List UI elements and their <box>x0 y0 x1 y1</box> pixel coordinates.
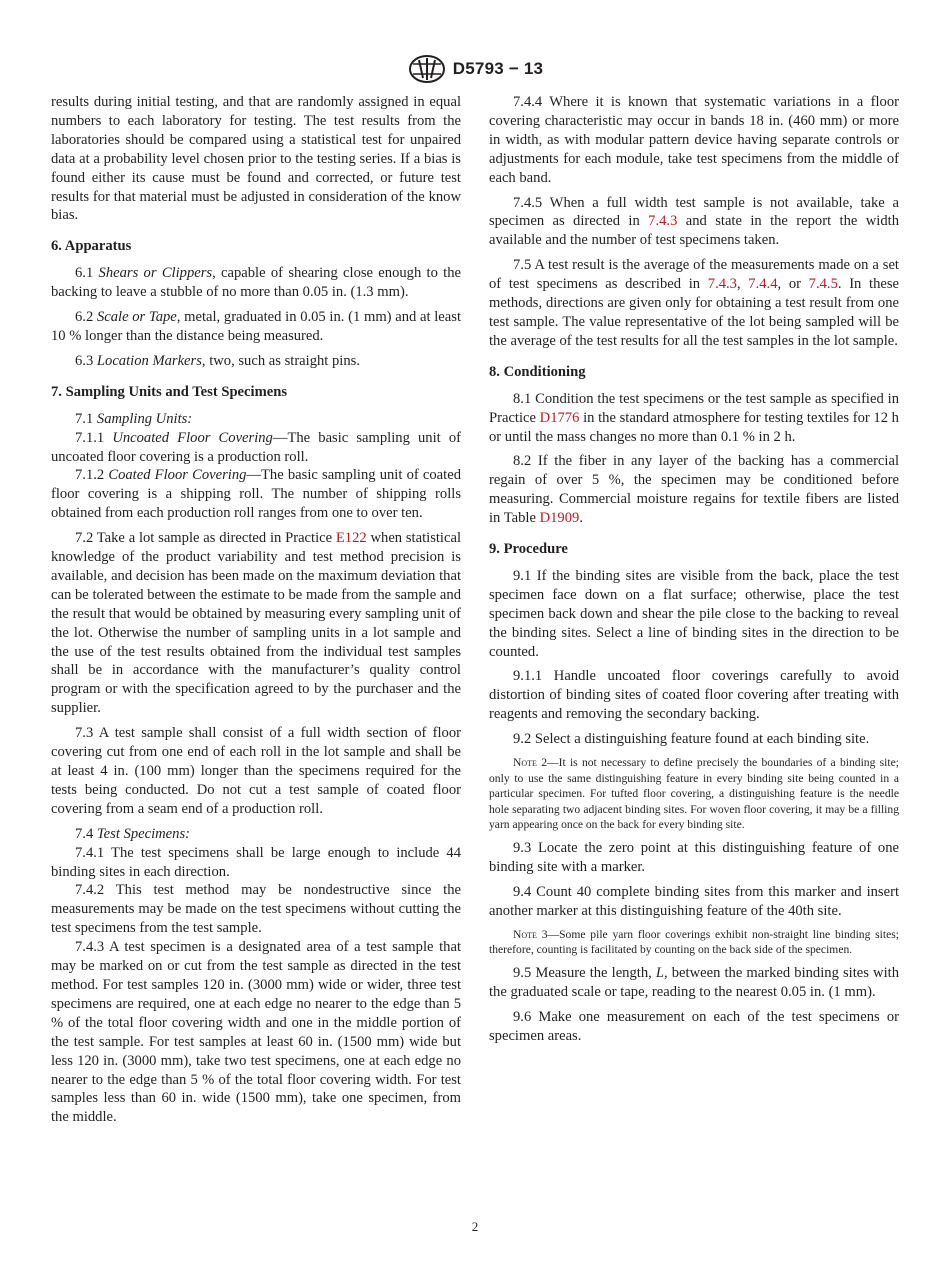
clause-term: Test Specimens: <box>96 825 190 842</box>
section-heading-procedure: 9. Procedure <box>489 541 568 558</box>
note-text: 3—Some pile yarn floor coverings exhibit non-straight line binding sites; therefore, counting is facilitated by counting on the back side of the specimen. <box>489 927 899 957</box>
note-text: 2—It is not necessary to define precisely the boundaries of a binding site; only to use the same distinguishing feature in every binding site being counted in a particular specimen. For tufted floor covering, a distinguishing feature is the needle hole separating two adjacent binding sites. For woven floor covering, it may be a filling yarn appearing once on the back for every binding site. <box>489 756 899 832</box>
section-heading-apparatus: 6. Apparatus <box>51 238 132 255</box>
right-column <box>489 93 899 1046</box>
paragraph-7-4-4: 7.4.4 Where it is known that systematic variations in a floor covering characteristic may occur in bands 18 in. (460 mm) or more in width, as with modular pattern device having separate controls or adjustments for each module, take test specimens from the middle of each band. <box>489 94 899 186</box>
note-label: Note <box>513 756 537 770</box>
note-3 <box>489 927 899 958</box>
paragraph-9-5: 9.5 Measure the length, L, between the marked binding sites with the graduated scale or tape, reading to the nearest 0.05 in. (1 mm). <box>489 964 899 1000</box>
clause-term: Location Markers, <box>96 352 206 369</box>
link-7-4-4[interactable]: 7.4.4 <box>748 276 778 293</box>
paragraph-9-4: 9.4 Count 40 complete binding sites from this marker and insert another marker at this distinguishing feature of the 40th site. <box>489 883 899 919</box>
paragraph-6-1 <box>51 264 461 302</box>
clause-text: capable of shearing close enough to the backing to leave a stubble of no more than 0.05 in. (1.3 mm). <box>51 265 462 301</box>
clause-number: 7.1.2 <box>75 467 105 484</box>
paragraph-7-3: 7.3 A test sample shall consist of a full width section of floor covering cut from one end of each roll in the lot sample and shall be at least 4 in. (100 mm) longer than the specimens required for the tests being conducted. Do not cut a test sample of coated floor covering from a seam end of a production roll. <box>51 725 461 817</box>
clause-text: metal, graduated in 0.05 in. (1 mm) and at least 10 % longer than the distance being measured. <box>51 309 461 344</box>
paragraph-9-6: 9.6 Make one measurement on each of the test specimens or specimen areas. <box>489 1008 899 1044</box>
link-d1909[interactable]: D1909 <box>539 510 580 527</box>
left-column <box>51 93 461 1127</box>
paragraph-8-2: 8.2 If the fiber in any layer of the backing has a commercial regain of over 5 %, the specimen may be conditioned before measuring. Commercial moisture regains for textile fibers are listed in Table D1909. <box>489 453 899 527</box>
paragraph-6-3 <box>51 352 461 371</box>
clause-term: Uncoated Floor Covering <box>112 429 273 446</box>
clause-text: —The basic sampling unit of coated floor covering is a shipping roll. The number of shipping rolls obtained from each production roll ranges from one to over ten. <box>51 467 461 522</box>
section-heading-conditioning: 8. Conditioning <box>489 363 586 380</box>
astm-logo-icon <box>407 54 447 84</box>
page-header <box>0 52 950 86</box>
paragraph-7-4-1: 7.4.1 The test specimens shall be large enough to include 44 binding sites in each direction. <box>51 844 461 880</box>
paragraph-9-3: 9.3 Locate the zero point at this distinguishing feature of one binding site with a marker. <box>489 840 899 875</box>
paragraph-7-4-5: 7.4.5 When a full width test sample is not available, take a specimen as directed in 7.4.3 and state in the report the width available and the number of test specimens taken. <box>489 194 899 249</box>
link-7-4-5[interactable]: 7.4.5 <box>808 276 838 293</box>
paragraph-7-4-2: 7.4.2 This test method may be nondestructive since the measurements may be made on the test specimens without cutting the test specimens from the test sample. <box>51 882 461 937</box>
clause-number: 7.4 <box>75 825 94 842</box>
paragraph-7-1 <box>51 410 461 429</box>
note-2 <box>489 755 899 833</box>
paragraph-continued: results during initial testing, and that are randomly assigned in equal numbers to each laboratory for testing. The test results from the laboratories should be compared using a statistical test for unpaired data at a probability level chosen prior to the testing series. If a bias is found either its cause must be found and corrected, or future test results for that material must be adjusted in consideration of the know bias. <box>51 94 461 224</box>
paragraph-7-4 <box>51 825 461 844</box>
clause-number: 6.3 <box>75 352 94 369</box>
clause-term: Shears or Clippers, <box>98 265 216 282</box>
clause-term: Coated Floor Covering <box>108 467 247 484</box>
link-d1776[interactable]: D1776 <box>539 409 580 426</box>
link-e122[interactable]: E122 <box>335 530 367 547</box>
page-number: 2 <box>471 1219 479 1234</box>
variable-l: L <box>655 964 664 981</box>
paragraph-8-1: 8.1 Condition the test specimens or the test sample as specified in Practice D1776 in the standard atmosphere for testing textiles for 12 h or until the mass changes no more than 0.1 % in 2 h. <box>489 390 899 445</box>
clause-text: —The basic sampling unit of uncoated floor covering is a production roll. <box>51 429 461 465</box>
document-id: D5793 − 13 <box>452 59 544 78</box>
paragraph-9-1-1: 9.1.1 Handle uncoated floor coverings carefully to avoid distortion of binding sites of coated floor covering after treating with reagents and removing the secondary backing. <box>489 668 899 723</box>
clause-text: two, such as straight pins. <box>205 352 360 369</box>
clause-number: 6.2 <box>75 309 94 326</box>
paragraph-7-1-1 <box>51 429 461 467</box>
link-7-4-3[interactable]: 7.4.3 <box>648 213 678 230</box>
paragraph-7-2: 7.2 Take a lot sample as directed in Practice E122 when statistical knowledge of the product variability and test method precision is available, and decision has been made on the maximum deviation that can be tolerated between the estimate to be made from the sample and the result that would be obtained by measuring every sampling unit of the lot. Otherwise the number of sampling units in a lot sample and the use of the test results obtained from the individual test samples shall be in accordance with the manufacturer’s quality control program or with the specification agreed to by the purchaser and the supplier. <box>51 530 461 717</box>
paragraph-7-4-3: 7.4.3 A test specimen is a designated area of a test sample that may be marked on or cut from the test sample as directed in the test method. For test samples 120 in. (3000 mm) wide or wider, three test specimens are required, one at each edge no nearer to the edge than 5 % of the total floor covering width and one in the middle portion of the test sample. For test samples at least 60 in. (1500 mm) wide but less 120 in. (3000 mm), take two test specimens, one at each edge no nearer to the edge than 5 % of the total floor covering width. For test samples less than 60 in. wide (1500 mm), take one specimen, from the middle. <box>51 939 461 1126</box>
section-heading-sampling: 7. Sampling Units and Test Specimens <box>51 383 287 400</box>
note-label: Note <box>513 927 537 941</box>
link-7-4-3[interactable]: 7.4.3 <box>707 276 737 293</box>
clause-term: Sampling Units: <box>96 410 193 427</box>
paragraph-9-2: 9.2 Select a distinguishing feature found at each binding site. <box>513 731 870 748</box>
paragraph-6-2 <box>51 308 461 346</box>
clause-number: 7.1 <box>75 410 94 427</box>
clause-term: Scale or Tape, <box>96 309 181 326</box>
paragraph-7-5: 7.5 A test result is the average of the measurements made on a set of test specimens as described in 7.4.3, 7.4.4, or 7.4.5. In these methods, directions are given only for obtaining a test result from one test sample. The value representative of the lot being sampled will be the average of the test results for all the test samples in the lot sample. <box>489 257 900 349</box>
clause-number: 6.1 <box>75 265 94 282</box>
paragraph-7-1-2 <box>51 466 461 523</box>
clause-number: 7.1.1 <box>75 429 105 446</box>
paragraph-9-1: 9.1 If the binding sites are visible from the back, place the test specimen face down on a flat surface; otherwise, place the test specimen back down and shear the pile close to the backing to reveal the binding sites. Select a line of binding sites in the direction to be counted. <box>489 567 899 660</box>
